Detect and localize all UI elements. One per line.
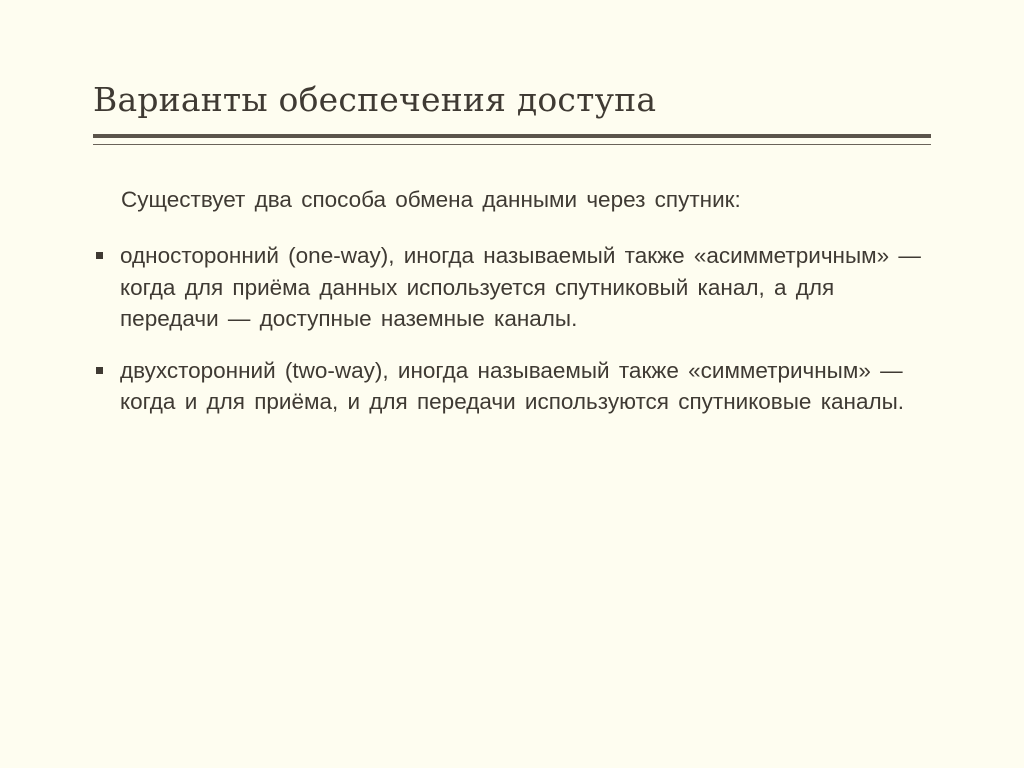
bullet-item-two-way (96, 355, 930, 418)
title-rule-thick (93, 134, 931, 138)
title-rule-thin (93, 144, 931, 145)
square-bullet-icon (96, 252, 103, 259)
square-bullet-icon (96, 367, 103, 374)
bullet-text: двухсторонний (two-way), иногда называемый также «симметричным» — когда и для приёма, и для передачи используются спутниковые каналы. (120, 357, 905, 414)
bullet-item-one-way (96, 240, 930, 335)
intro-text: Существует два способа обмена данными через спутник: (121, 187, 741, 212)
bullet-list (96, 240, 936, 438)
slide-title: Варианты обеспечения доступа (93, 80, 657, 119)
bullet-text: односторонний (one-way), иногда называемый также «асимметричным» — когда для приёма данных используется спутниковый канал, а для передачи — доступные наземные каналы. (120, 243, 921, 331)
